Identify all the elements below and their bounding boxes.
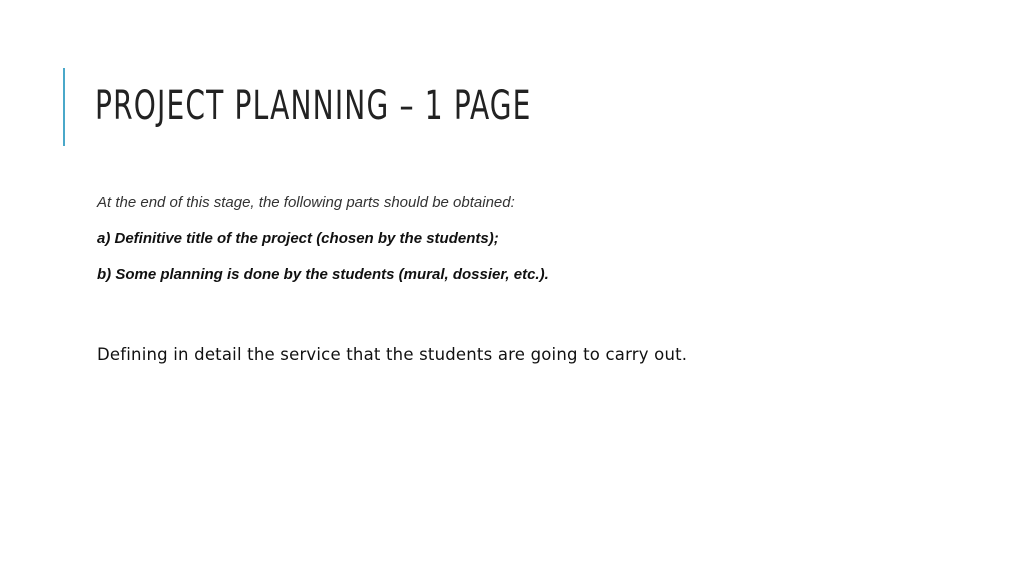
slide-title: PROJECT PLANNING – 1 PAGE [95, 83, 532, 129]
intro-text: At the end of this stage, the following parts should be obtained: [97, 194, 515, 211]
detail-text: Defining in detail the service that the students are going to carry out. [97, 345, 688, 364]
list-item: a) Definitive title of the project (chosen by the students); [97, 230, 499, 247]
list-item: b) Some planning is done by the students (mural, dossier, etc.). [97, 266, 549, 283]
content-list [97, 193, 957, 301]
title-accent-bar [63, 68, 65, 146]
